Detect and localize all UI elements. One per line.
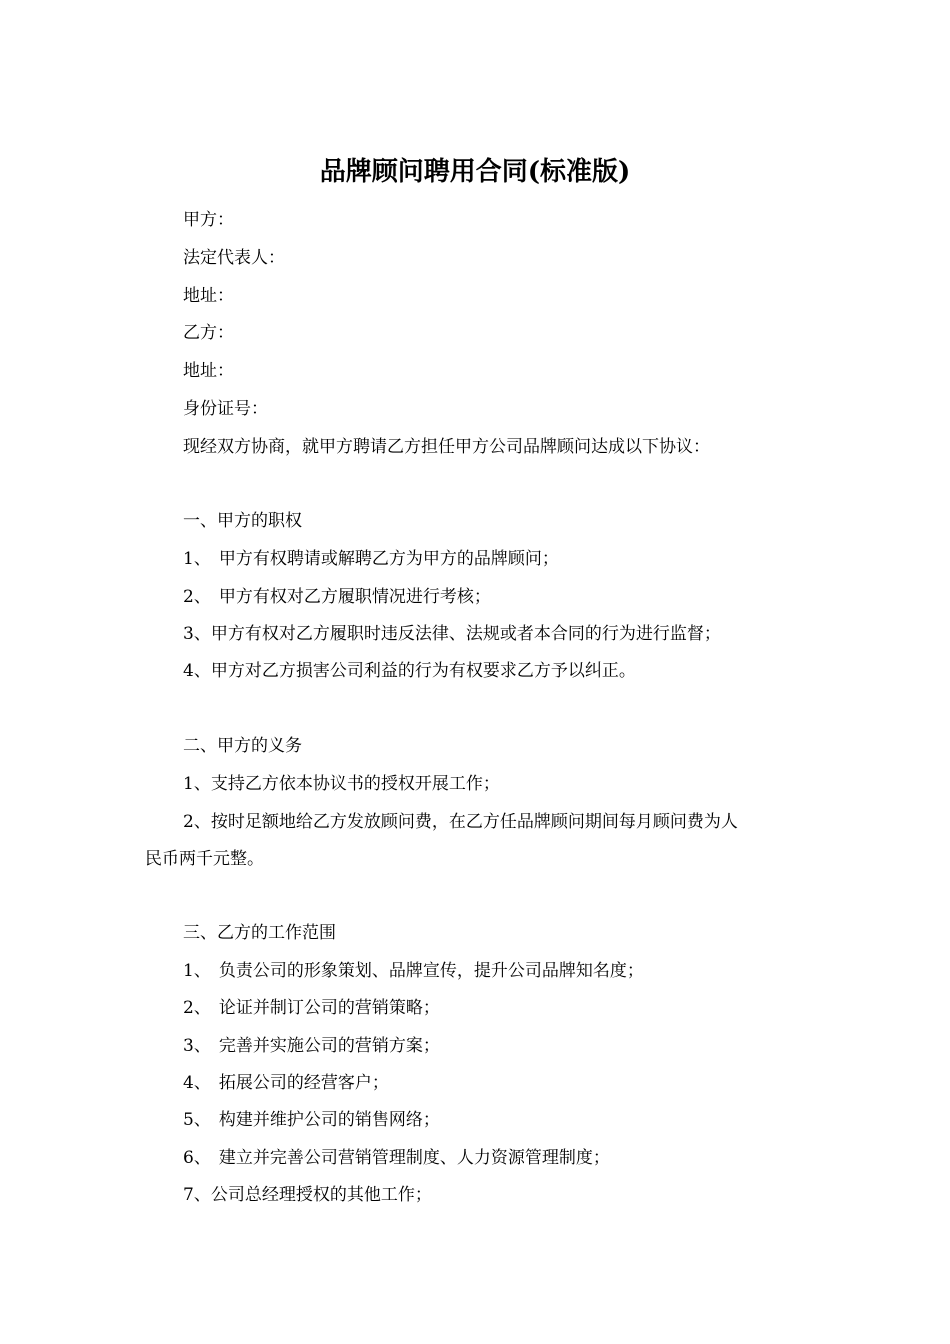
- item-text: 甲方有权对乙方履职时违反法律、法规或者本合同的行为进行监督；: [210, 624, 721, 644]
- item-number: 2、: [183, 812, 211, 832]
- list-item: [183, 959, 644, 983]
- item-number: 2、: [183, 998, 211, 1018]
- party-a-label: 甲方：: [183, 210, 234, 230]
- party-b-label: 乙方：: [183, 323, 234, 343]
- list-item: [183, 810, 738, 834]
- item-number: 2、: [183, 587, 211, 607]
- item-text: 公司总经理授权的其他工作；: [210, 1185, 432, 1205]
- item-number: 4、: [183, 1073, 211, 1093]
- item-text: 甲方有权对乙方履职情况进行考核；: [218, 587, 491, 607]
- item-number: 6、: [183, 1148, 211, 1168]
- list-item: [183, 1183, 432, 1207]
- legal-rep-label: 法定代表人：: [183, 248, 285, 268]
- document-title: 品牌顾问聘用合同(标准版): [319, 157, 631, 187]
- list-item: [183, 1146, 610, 1170]
- item-number: 1、: [183, 961, 211, 981]
- list-item: [183, 1108, 440, 1132]
- item-number: 3、: [183, 1036, 211, 1056]
- list-item: [183, 1034, 440, 1058]
- item-text: 拓展公司的经营客户；: [218, 1073, 389, 1093]
- item-text: 甲方有权聘请或解聘乙方为甲方的品牌顾问；: [218, 549, 559, 569]
- section-heading: 二、甲方的义务: [183, 736, 302, 756]
- item-number: 1、: [183, 774, 211, 794]
- preamble: 现经双方协商，就甲方聘请乙方担任甲方公司品牌顾问达成以下协议：: [183, 437, 710, 457]
- list-item: [183, 996, 440, 1020]
- list-item: [183, 547, 559, 571]
- item-number: 4、: [183, 661, 211, 681]
- item-text: 论证并制订公司的营销策略；: [218, 998, 440, 1018]
- item-text: 负责公司的形象策划、品牌宣传，提升公司品牌知名度；: [218, 961, 644, 981]
- item-text: 支持乙方依本协议书的授权开展工作；: [210, 774, 500, 794]
- list-item-continuation: 民币两千元整。: [145, 849, 264, 869]
- address-a-label: 地址：: [183, 286, 234, 306]
- section-heading: 三、乙方的工作范围: [183, 923, 336, 943]
- item-number: 1、: [183, 549, 211, 569]
- id-number-label: 身份证号：: [183, 399, 268, 419]
- list-item: [183, 659, 636, 683]
- list-item: [183, 1071, 389, 1095]
- item-text: 按时足额地给乙方发放顾问费，在乙方任品牌顾问期间每月顾问费为人: [210, 812, 738, 832]
- item-number: 5、: [183, 1110, 211, 1130]
- item-text: 完善并实施公司的营销方案；: [218, 1036, 440, 1056]
- item-number: 3、: [183, 624, 211, 644]
- address-b-label: 地址：: [183, 361, 234, 381]
- item-text: 甲方对乙方损害公司利益的行为有权要求乙方予以纠正。: [210, 661, 636, 681]
- item-number: 7、: [183, 1185, 211, 1205]
- item-text: 建立并完善公司营销管理制度、人力资源管理制度；: [218, 1148, 610, 1168]
- list-item: [183, 772, 500, 796]
- list-item: [183, 585, 491, 609]
- list-item: [183, 622, 721, 646]
- section-heading: 一、甲方的职权: [183, 511, 302, 531]
- item-text: 构建并维护公司的销售网络；: [218, 1110, 440, 1130]
